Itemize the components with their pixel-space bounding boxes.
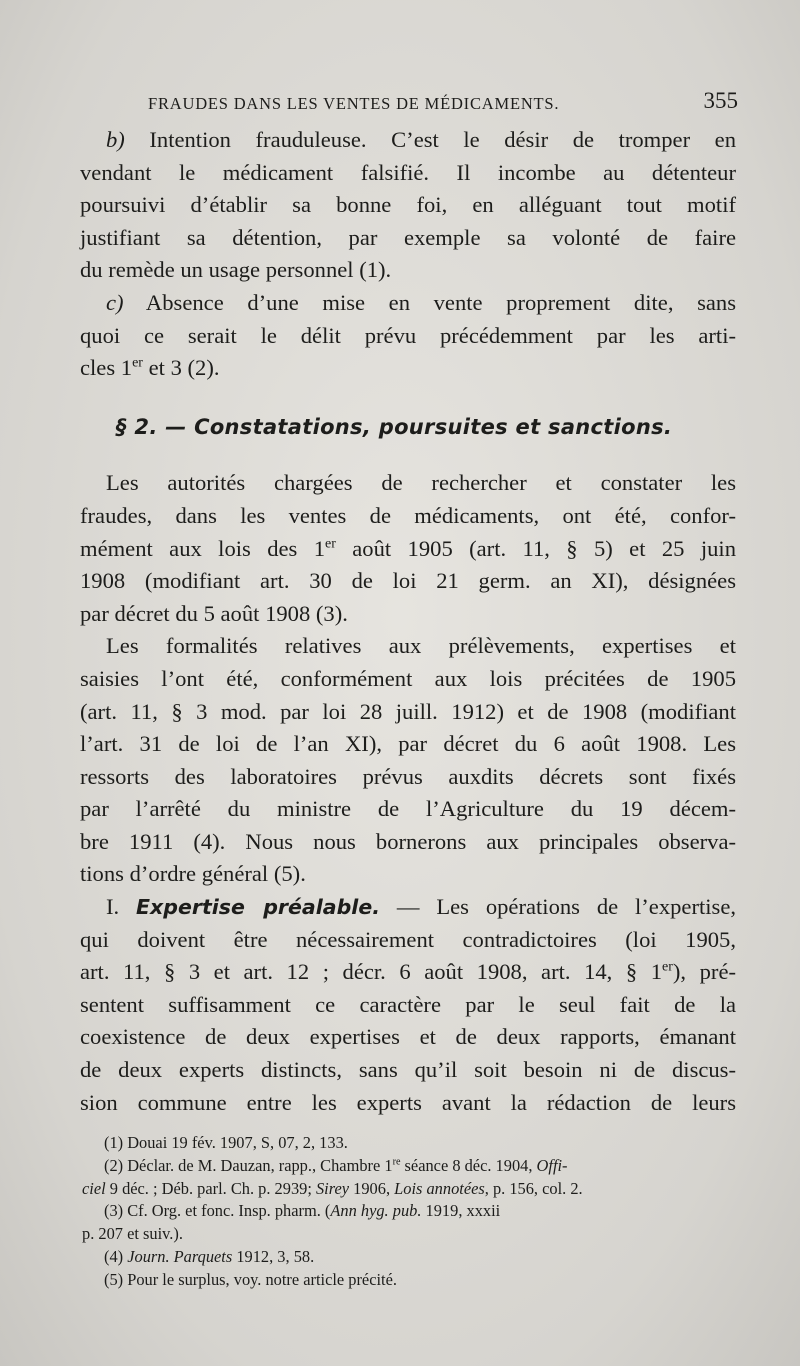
footnote-3 <box>104 1200 736 1223</box>
text-line: fraudes, dans les ventes de médicaments, ont été, confor- <box>80 502 736 528</box>
text-line: sion commune entre les experts avant la rédaction de leurs <box>80 1089 736 1115</box>
italic-fragment: Ann hyg. pub. <box>330 1201 422 1221</box>
superscript: er <box>325 536 336 551</box>
text-line: sentent suffisamment ce caractère par le seul fait de la <box>80 991 736 1017</box>
text-line <box>80 287 736 320</box>
text-fragment: (4) <box>104 1246 128 1266</box>
text-line <box>80 956 736 989</box>
section-heading: § 2. — Constatations, poursuites et sanctions. <box>116 414 673 439</box>
text-line: qui doivent être nécessairement contradictoires (loi 1905, <box>80 926 736 952</box>
text-fragment: (3) Cf. Org. et fonc. Insp. pharm. ( <box>104 1201 331 1221</box>
text-fragment: et 3 (2). <box>142 355 220 381</box>
text-line: bre 1911 (4). Nous nous bornerons aux principales observa- <box>80 828 736 854</box>
text-fragment: mément aux lois des 1 <box>80 535 325 561</box>
text-fragment: cles 1 <box>80 355 133 381</box>
superscript: er <box>662 959 673 975</box>
paragraph-b <box>80 124 736 287</box>
text-fragment: 1919, xxxii <box>421 1201 501 1221</box>
text-line: poursuivi d’établir sa bonne foi, en alléguant tout motif <box>80 192 736 218</box>
superscript: re <box>392 1156 401 1168</box>
text-line: (art. 11, § 3 mod. par loi 28 juill. 1912) et de 1908 (modifiant <box>80 698 736 724</box>
text-line: quoi ce serait le délit prévu précédemment par les arti- <box>80 322 736 348</box>
text-line: Les formalités relatives aux prélèvements, expertises et <box>106 633 736 659</box>
running-title: FRAUDES DANS LES VENTES DE MÉDICAMENTS. <box>148 94 560 113</box>
footnote-1: (1) Douai 19 fév. 1907, S, 07, 2, 133. <box>104 1133 348 1152</box>
text-fragment: ), pré- <box>672 959 737 985</box>
paragraph-formalites <box>80 630 736 891</box>
paragraph-expertise <box>80 891 736 1119</box>
text-line: saisies l’ont été, conformément aux lois précitées de 1905 <box>80 665 736 691</box>
subsection-title: Expertise préalable. <box>136 895 381 920</box>
text-fragment: (2) Déclar. de M. Dauzan, rapp., Chambre 1 <box>104 1155 393 1175</box>
text-line: justifiant sa détention, par exemple sa volonté de faire <box>80 224 736 250</box>
item-label: c) <box>106 289 124 315</box>
paragraph-autorites <box>80 467 736 630</box>
page-number: 355 <box>703 88 738 113</box>
text-line <box>80 891 736 924</box>
text-fragment: Intention frauduleuse. C’est le désir de tromper en <box>124 127 736 152</box>
text-line: l’art. 31 de loi de l’an XI), par décret du 6 août 1908. Les <box>80 731 736 757</box>
page-header <box>148 88 738 120</box>
text-fragment: , p. 156, col. 2. <box>484 1178 583 1198</box>
item-label: I. <box>106 894 137 920</box>
superscript: er <box>132 355 143 371</box>
italic-fragment: Offi- <box>536 1155 568 1175</box>
italic-fragment: Sirey <box>315 1178 350 1198</box>
text-line: vendant le médicament falsifié. Il incombe au détenteur <box>80 159 736 185</box>
text-line: du remède un usage personnel (1). <box>80 257 392 283</box>
text-fragment: août 1905 (art. 11, § 5) et 25 juin <box>335 535 736 561</box>
text-fragment: Absence d’une mise en vente proprement dite, sans <box>123 289 736 315</box>
text-fragment: — Les opérations de l’expertise, <box>380 894 736 920</box>
text-line: par décret du 5 août 1908 (3). <box>80 600 348 626</box>
text-fragment: 1912, 3, 58. <box>232 1246 315 1266</box>
text-line: coexistence de deux expertises et de deux rapports, émanant <box>80 1024 736 1050</box>
text-line: Les autorités chargées de rechercher et constater les <box>106 470 736 496</box>
footnotes <box>82 1132 736 1292</box>
text-fragment: séance 8 déc. 1904, <box>400 1155 537 1175</box>
text-line: de deux experts distincts, sans qu’il soit besoin ni de discus- <box>80 1057 736 1083</box>
footnote-4 <box>104 1246 736 1269</box>
text-line <box>80 533 736 566</box>
body-text <box>80 124 736 1119</box>
item-label: b) <box>106 127 125 152</box>
text-line: 1908 (modifiant art. 30 de loi 21 germ. an XI), désignées <box>80 568 736 594</box>
footnote-3-continued: p. 207 et suiv.). <box>82 1224 183 1244</box>
footnote-2-continued <box>82 1178 736 1201</box>
footnote-5: (5) Pour le surplus, voy. notre article précité. <box>104 1269 397 1289</box>
paragraph-c <box>80 287 736 385</box>
text-fragment: art. 11, § 3 et art. 12 ; décr. 6 août 1908, art. 14, § 1 <box>80 959 663 985</box>
italic-fragment: Journ. Parquets <box>127 1246 233 1266</box>
text-line <box>80 124 736 157</box>
footnote-2 <box>104 1155 736 1178</box>
italic-fragment: ciel <box>82 1178 106 1198</box>
text-fragment: 9 déc. ; Déb. parl. Ch. p. 2939; <box>105 1178 316 1198</box>
italic-fragment: Lois annotées <box>394 1178 485 1198</box>
text-line: ressorts des laboratoires prévus auxdits décrets sont fixés <box>80 763 736 789</box>
text-line: par l’arrêté du ministre de l’Agriculture du 19 décem- <box>80 796 736 822</box>
text-line <box>80 352 736 385</box>
text-fragment: 1906, <box>349 1178 395 1198</box>
text-line: tions d’ordre général (5). <box>80 861 306 887</box>
